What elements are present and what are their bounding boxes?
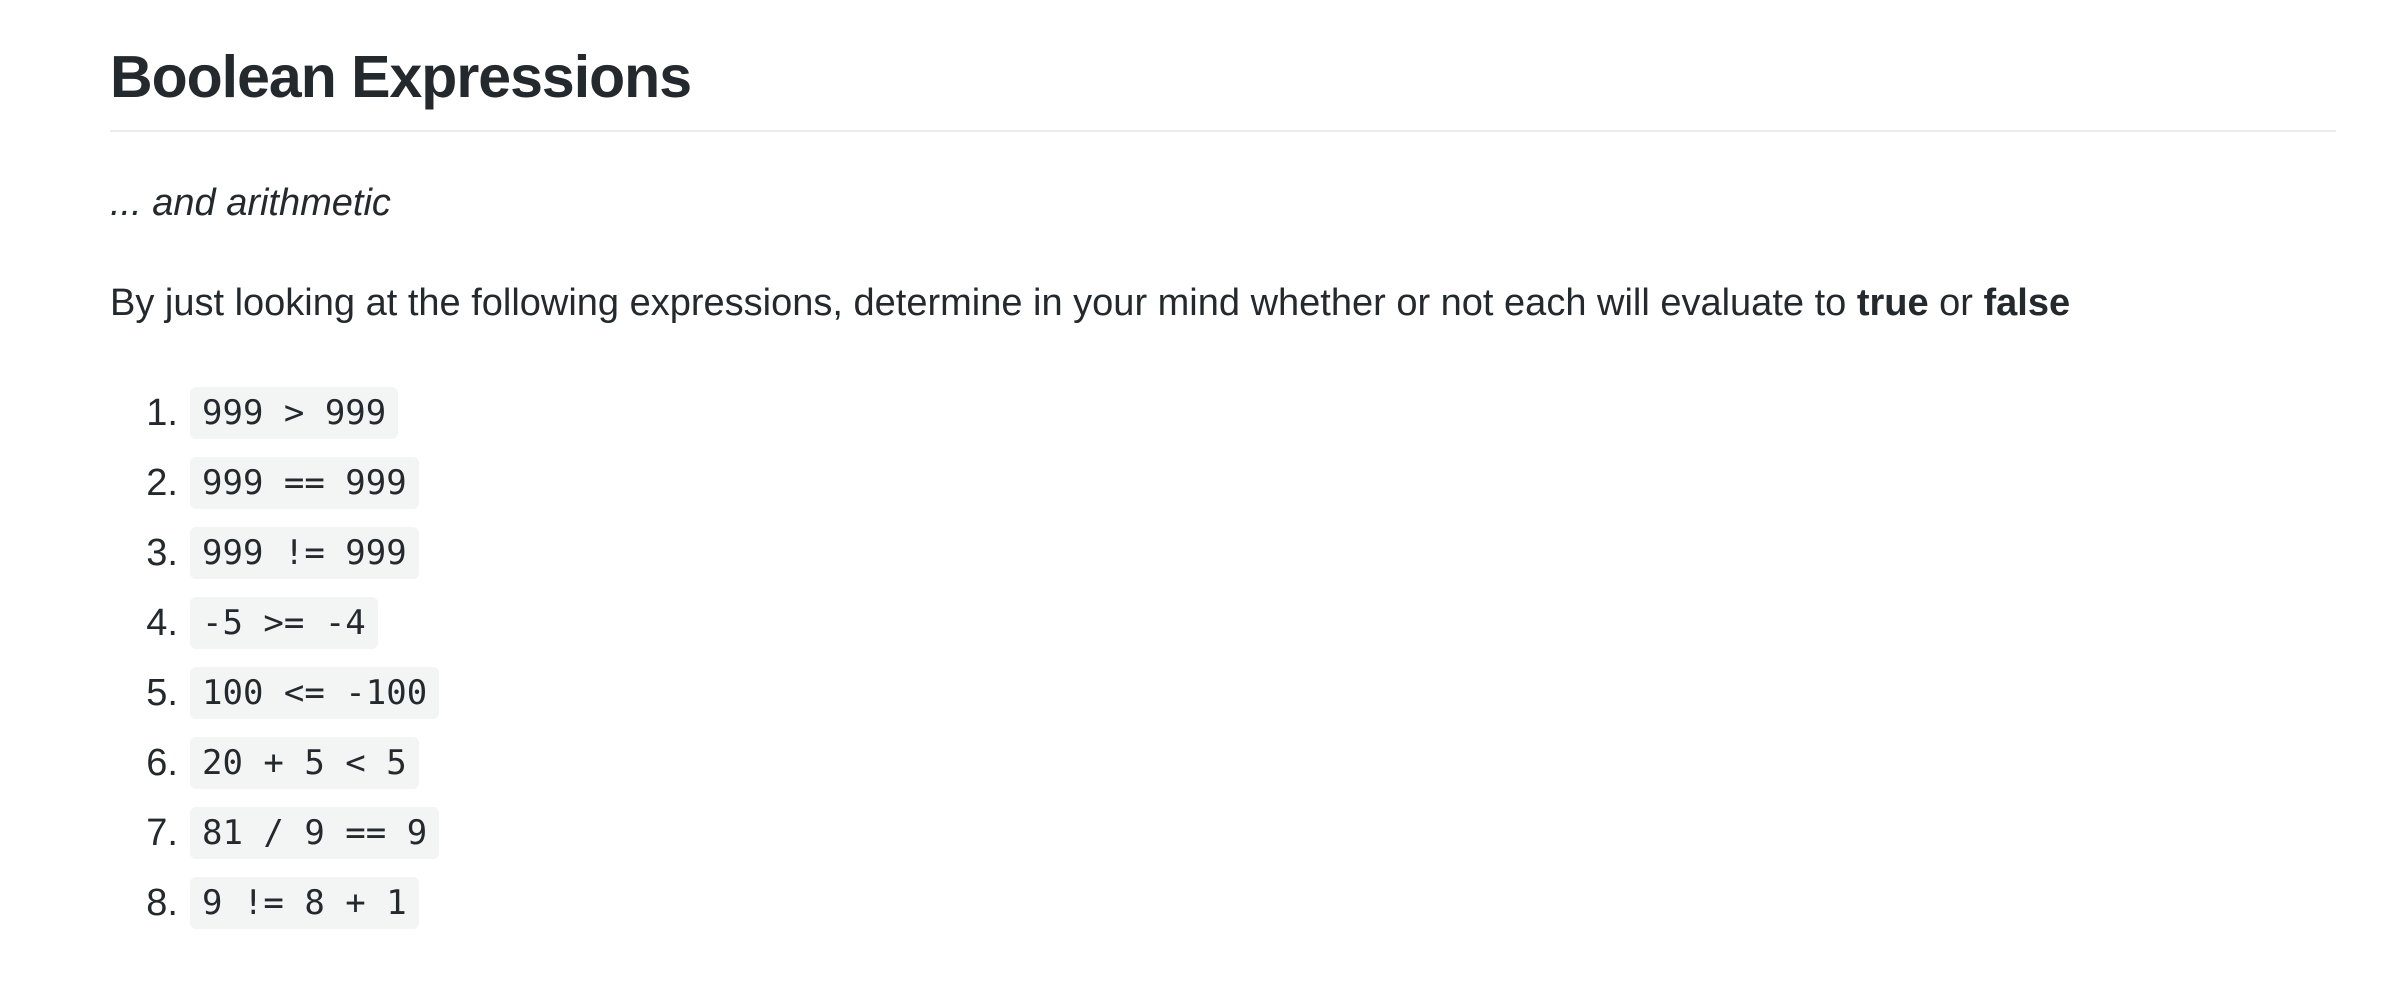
item-number: 7. [146,811,178,854]
false-keyword: false [1983,282,2071,324]
item-number: 6. [146,741,178,784]
list-item [110,448,439,518]
list-item [110,658,439,728]
item-number: 4. [146,601,178,644]
expression-code: 20 + 5 < 5 [190,737,419,789]
expression-code: 9 != 8 + 1 [190,877,419,929]
expression-code: 100 <= -100 [190,667,439,719]
heading-divider [110,130,2336,132]
item-number: 5. [146,671,178,714]
expression-code: 81 / 9 == 9 [190,807,439,859]
page-title: Boolean Expressions [110,44,692,110]
list-item [110,868,439,938]
intro-text: By just looking at the following expressions, determine in your mind whether or not each will evaluate to [110,282,1857,324]
expression-code: -5 >= -4 [190,597,378,649]
expression-code: 999 != 999 [190,527,419,579]
intro-paragraph [110,276,2070,330]
item-number: 1. [146,391,178,434]
true-keyword: true [1856,282,1929,324]
expression-code: 999 > 999 [190,387,398,439]
item-number: 3. [146,531,178,574]
expression-list [110,378,439,938]
list-item [110,518,439,588]
item-number: 2. [146,461,178,504]
list-item [110,588,439,658]
list-item [110,798,439,868]
list-item [110,728,439,798]
expression-code: 999 == 999 [190,457,419,509]
item-number: 8. [146,881,178,924]
list-item [110,378,439,448]
intro-or: or [1928,282,1984,324]
subtitle: ... and arithmetic [110,182,391,224]
